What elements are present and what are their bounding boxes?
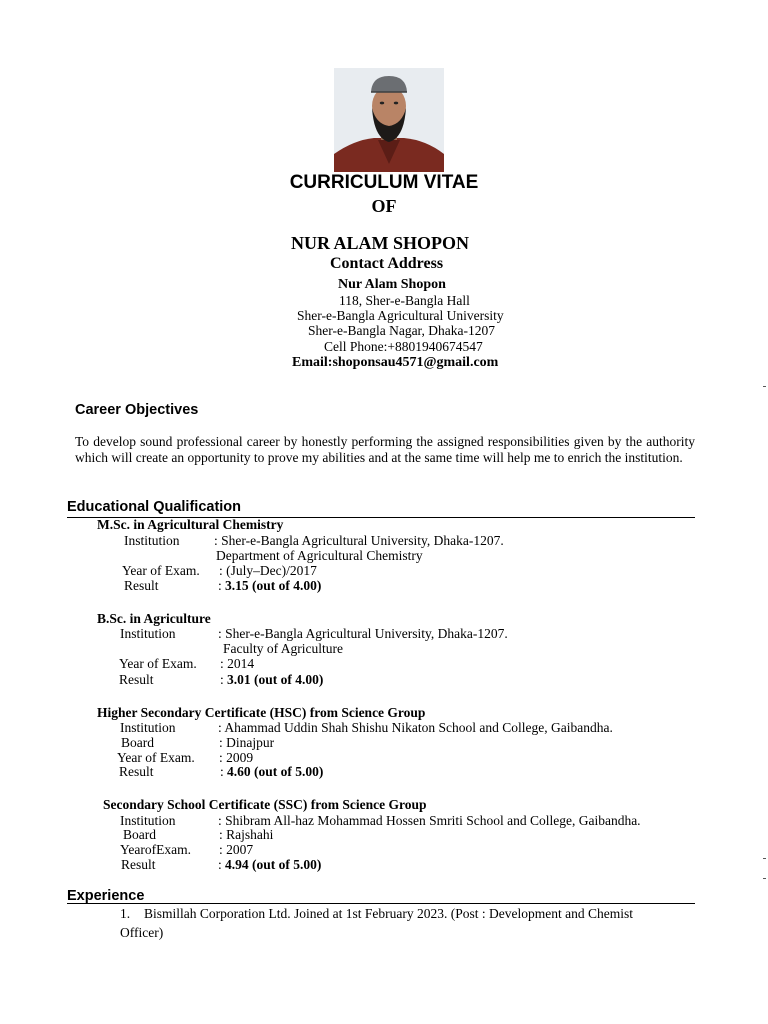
hsc-board-label: Board (121, 735, 154, 750)
hsc-board-value: : Dinajpur (219, 735, 275, 750)
bsc-result-value: 3.01 (out of 4.00) (227, 672, 324, 687)
msc-year-value: : (July–Dec)/2017 (219, 563, 317, 578)
msc-institution-label: Institution (124, 533, 180, 548)
hsc-result-colon: : (220, 764, 224, 779)
cv-title: CURRICULUM VITAE (289, 172, 479, 193)
ssc-year-label: YearofExam. (120, 842, 191, 857)
contact-address-line1: 118, Sher-e-Bangla Hall (339, 293, 470, 308)
hsc-year-label: Year of Exam. (117, 750, 195, 765)
bsc-year-value: : 2014 (220, 656, 255, 671)
hsc-result-label: Result (119, 764, 154, 779)
msc-department: Department of Agricultural Chemistry (216, 548, 423, 563)
contact-heading: Contact Address (330, 255, 444, 272)
contact-email: Email:shoponsau4571@gmail.com (292, 355, 499, 370)
experience-item-line2: Officer) (120, 925, 164, 940)
cv-of: OF (371, 196, 397, 216)
bsc-year-label: Year of Exam. (119, 656, 197, 671)
msc-result-value: 3.15 (out of 4.00) (225, 578, 322, 593)
profile-photo (334, 68, 444, 172)
bsc-result-label: Result (119, 672, 154, 687)
edge-mark (763, 878, 766, 879)
bsc-institution-label: Institution (120, 626, 176, 641)
experience-heading: Experience (67, 888, 145, 904)
experience-divider (67, 903, 695, 904)
bsc-result-colon: : (220, 672, 224, 687)
ssc-year-value: : 2007 (219, 842, 254, 857)
contact-phone: Cell Phone:+8801940674547 (324, 339, 483, 354)
hsc-year-value: : 2009 (219, 750, 254, 765)
msc-institution-value: : Sher-e-Bangla Agricultural University, Dhaka-1207. (214, 533, 504, 548)
hsc-result-value: 4.60 (out of 5.00) (227, 764, 324, 779)
career-objectives-text: To develop sound professional career by honestly performing the assigned responsibilities given by the authority which will create an opportunity to prove my abilities and at the same time will help me to enrich the institution. (75, 434, 695, 465)
ssc-board-label: Board (123, 827, 156, 842)
ssc-title: Secondary School Certificate (SSC) from Science Group (103, 797, 427, 812)
career-objectives-heading: Career Objectives (75, 402, 199, 418)
candidate-name: NUR ALAM SHOPON (291, 233, 470, 253)
contact-address-line3: Sher-e-Bangla Nagar, Dhaka-1207 (308, 323, 495, 338)
hsc-institution-value: : Ahammad Uddin Shah Shishu Nikaton School and College, Gaibandha. (218, 720, 613, 735)
contact-name: Nur Alam Shopon (338, 277, 446, 292)
bsc-faculty: Faculty of Agriculture (223, 641, 343, 656)
experience-item-line1: Bismillah Corporation Ltd. Joined at 1st February 2023. (Post : Development and Chemist (144, 906, 633, 921)
ssc-institution-label: Institution (120, 813, 176, 828)
experience-item-number: 1. (120, 906, 131, 921)
ssc-result-label: Result (121, 857, 156, 872)
msc-year-label: Year of Exam. (122, 563, 200, 578)
ssc-institution-value: : Shibram All-haz Mohammad Hossen Smriti School and College, Gaibandha. (218, 813, 641, 828)
bsc-title: B.Sc. in Agriculture (97, 611, 211, 626)
hsc-institution-label: Institution (120, 720, 176, 735)
msc-title: M.Sc. in Agricultural Chemistry (97, 517, 284, 532)
edge-mark (763, 386, 766, 387)
edge-mark (763, 858, 766, 859)
education-heading: Educational Qualification (67, 499, 242, 515)
hsc-title: Higher Secondary Certificate (HSC) from Science Group (97, 705, 426, 720)
profile-photo-image (334, 68, 444, 172)
contact-address-line2: Sher-e-Bangla Agricultural University (297, 308, 504, 323)
ssc-board-value: : Rajshahi (219, 827, 274, 842)
ssc-result-colon: : (218, 857, 222, 872)
bsc-institution-value: : Sher-e-Bangla Agricultural University, Dhaka-1207. (218, 626, 508, 641)
msc-result-label: Result (124, 578, 159, 593)
ssc-result-value: 4.94 (out of 5.00) (225, 857, 322, 872)
msc-result-colon: : (218, 578, 222, 593)
